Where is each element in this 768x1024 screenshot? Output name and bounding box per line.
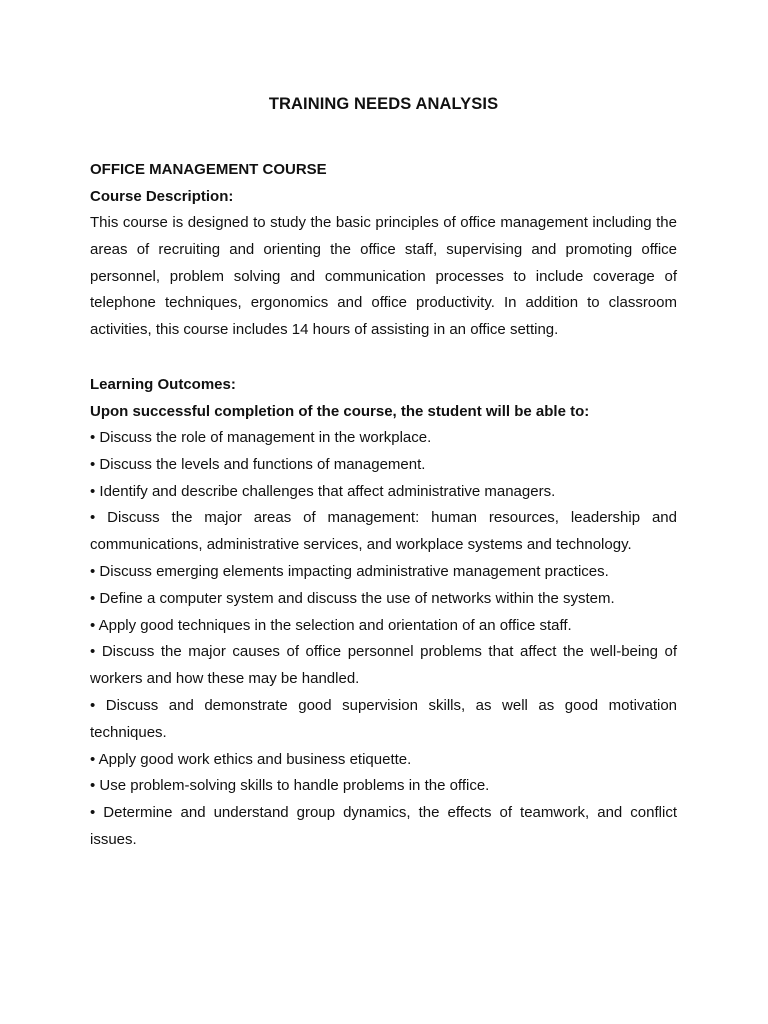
learning-outcome-item: • Discuss and demonstrate good supervision skills, as well as good motivation techniques. [90, 696, 677, 741]
learning-outcome-item: • Identify and describe challenges that affect administrative managers. [90, 482, 556, 500]
course-description-heading: Course Description: [90, 188, 234, 205]
section-spacer [90, 344, 677, 371]
learning-outcome-item: • Apply good work ethics and business etiquette. [90, 750, 412, 768]
learning-outcome-item: • Discuss the major areas of management: human resources, leadership and communications, administrative services, and workplace systems and technology. [90, 509, 677, 554]
learning-outcome-item: • Discuss the role of management in the workplace. [90, 428, 432, 446]
learning-outcomes-intro: Upon successful completion of the course, the student will be able to: [90, 402, 590, 420]
learning-outcomes-heading: Learning Outcomes: [90, 375, 236, 393]
learning-outcome-item: • Define a computer system and discuss the use of networks within the system. [90, 589, 615, 607]
learning-outcomes-list [90, 425, 677, 854]
learning-outcome-item: • Discuss the levels and functions of management. [90, 455, 426, 473]
course-title: OFFICE MANAGEMENT COURSE [90, 161, 327, 178]
learning-outcome-item: • Determine and understand group dynamics, the effects of teamwork, and conflict issues. [90, 804, 677, 848]
learning-outcome-item: • Apply good techniques in the selection and orientation of an office staff. [90, 616, 572, 634]
learning-outcome-item: • Discuss emerging elements impacting administrative management practices. [90, 562, 609, 580]
document-title: TRAINING NEEDS ANALYSIS [268, 95, 499, 113]
learning-outcome-item: • Discuss the major causes of office personnel problems that affect the well-being of workers and how these may be handled. [90, 643, 677, 688]
document-content [90, 94, 677, 854]
learning-outcome-item: • Use problem-solving skills to handle problems in the office. [90, 777, 490, 795]
course-description: This course is designed to study the basic principles of office management including the areas of recruiting and orienting the office staff, supervising and promoting office personnel, problem solving and communication processes to include coverage of telephone techniques, ergonomics and office productivity. In addition to classroom activities, this course includes 14 hours of assisting in an office setting. [90, 214, 677, 339]
